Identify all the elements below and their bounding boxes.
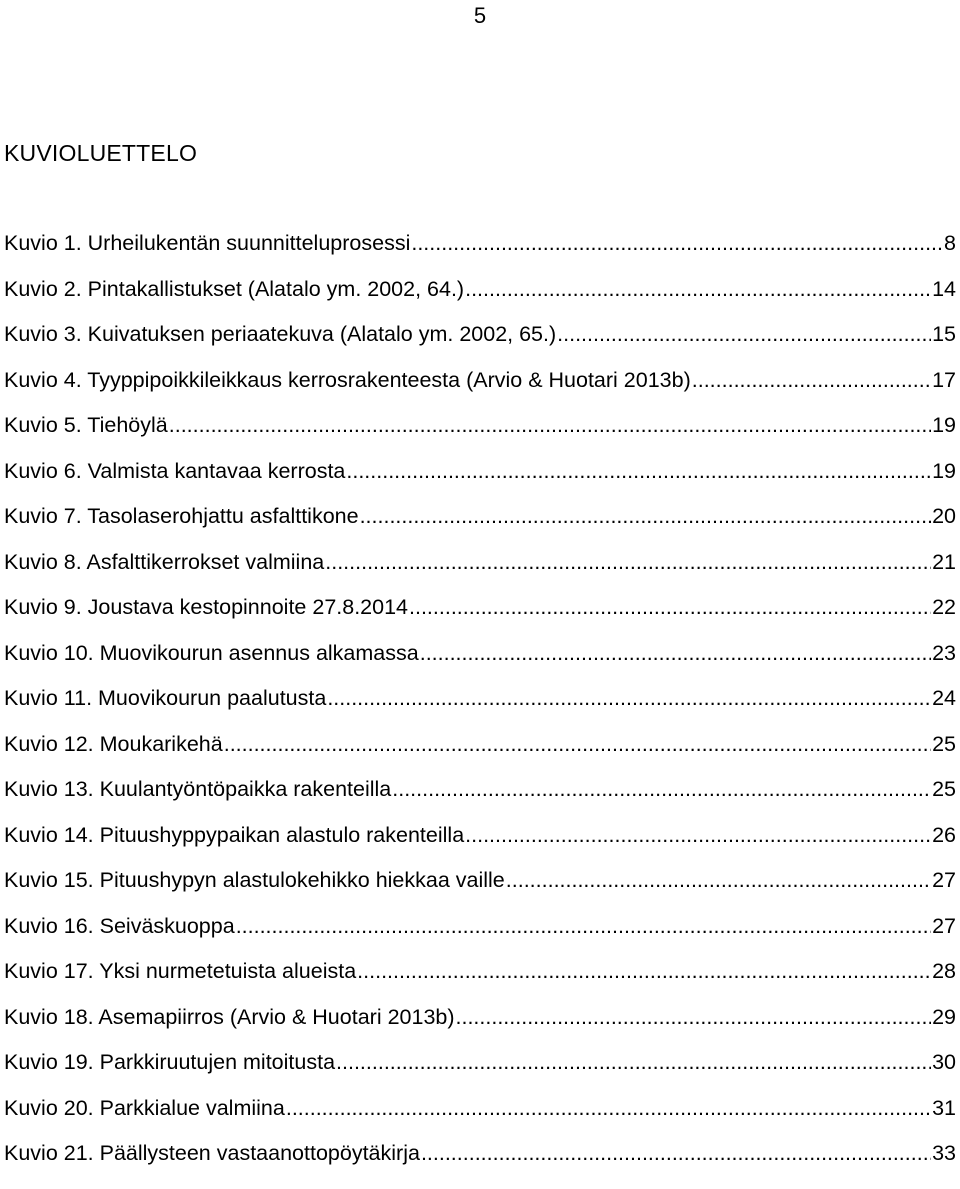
dot-leader	[420, 638, 931, 668]
dot-leader	[336, 1047, 931, 1077]
dot-leader	[465, 274, 931, 304]
entry-label: Kuvio 10. Muovikourun asennus alkamassa	[4, 640, 419, 665]
entry-page-number: 31	[932, 1095, 956, 1120]
entry-label: Kuvio 7. Tasolaserohjattu asfalttikone	[4, 504, 359, 528]
dot-leader	[392, 774, 931, 804]
dot-leader	[236, 911, 931, 941]
dot-leader	[456, 1002, 932, 1032]
dot-leader	[325, 547, 931, 577]
list-item[interactable]	[4, 638, 956, 684]
list-item[interactable]	[4, 501, 956, 547]
entry-page-number: 8	[944, 231, 956, 255]
entry-page-number: 29	[932, 1004, 956, 1029]
entry-label: Kuvio 5. Tiehöylä	[4, 413, 168, 437]
list-item[interactable]	[4, 228, 956, 274]
dot-leader	[169, 410, 931, 440]
list-item[interactable]	[4, 774, 956, 820]
list-item[interactable]	[4, 729, 956, 775]
entry-label: Kuvio 1. Urheilukentän suunnitteluprosessi	[4, 231, 411, 255]
entry-label: Kuvio 8. Asfalttikerrokset valmiina	[4, 549, 325, 574]
entry-page-number: 17	[932, 367, 956, 392]
dot-leader	[360, 501, 932, 531]
list-item[interactable]	[4, 1002, 956, 1048]
entry-page-number: 15	[932, 322, 956, 346]
page-number: 5	[473, 3, 487, 28]
list-item[interactable]	[4, 365, 956, 411]
entry-label: Kuvio 20. Parkkialue valmiina	[4, 1095, 285, 1120]
dot-leader	[465, 820, 931, 850]
entry-page-number: 33	[932, 1141, 956, 1165]
dot-leader	[557, 319, 931, 349]
dot-leader	[411, 228, 943, 258]
list-item[interactable]	[4, 456, 956, 502]
entry-page-number: 23	[932, 640, 956, 665]
list-item[interactable]	[4, 1093, 956, 1139]
list-item[interactable]	[4, 592, 956, 638]
dot-leader	[357, 956, 931, 986]
entry-page-number: 25	[932, 731, 956, 756]
entry-page-number: 19	[932, 458, 956, 483]
list-item[interactable]	[4, 683, 956, 729]
entry-label: Kuvio 14. Pituushyppypaikan alastulo rakenteilla	[4, 822, 465, 847]
entry-label: Kuvio 15. Pituushypyn alastulokehikko hiekkaa vaille	[4, 868, 505, 892]
dot-leader	[421, 1138, 931, 1168]
list-item[interactable]	[4, 547, 956, 593]
entry-page-number: 19	[932, 413, 956, 437]
list-item[interactable]	[4, 956, 956, 1002]
entry-label: Kuvio 12. Moukarikehä	[4, 731, 223, 756]
entry-page-number: 21	[932, 549, 956, 574]
list-item[interactable]	[4, 410, 956, 456]
entry-label: Kuvio 6. Valmista kantavaa kerrosta	[4, 458, 346, 483]
dot-leader	[286, 1093, 931, 1123]
dot-leader	[224, 729, 931, 759]
entry-page-number: 14	[932, 276, 956, 301]
entry-label: Kuvio 3. Kuivatuksen periaatekuva (Alatalo ym. 2002, 65.)	[4, 322, 557, 346]
entry-page-number: 26	[932, 822, 956, 847]
entry-page-number: 22	[932, 595, 956, 619]
list-item[interactable]	[4, 1047, 956, 1093]
entry-label: Kuvio 4. Tyyppipoikkileikkaus kerrosrakenteesta (Arvio & Huotari 2013b)	[4, 367, 691, 392]
entry-page-number: 30	[932, 1050, 956, 1074]
entry-label: Kuvio 21. Päällysteen vastaanottopöytäkirja	[4, 1141, 420, 1165]
entry-label: Kuvio 17. Yksi nurmetetuista alueista	[4, 959, 357, 983]
entry-page-number: 27	[932, 913, 956, 938]
list-item[interactable]	[4, 865, 956, 911]
entry-label: Kuvio 13. Kuulantyöntöpaikka rakenteilla	[4, 777, 392, 801]
entry-label: Kuvio 18. Asemapiirros (Arvio & Huotari 2013b)	[4, 1004, 455, 1029]
entry-page-number: 24	[932, 686, 956, 710]
dot-leader	[409, 592, 931, 622]
entry-label: Kuvio 16. Seiväskuoppa	[4, 913, 235, 938]
list-item[interactable]	[4, 274, 956, 320]
entry-label: Kuvio 2. Pintakallistukset (Alatalo ym. 2002, 64.)	[4, 276, 465, 301]
entry-label: Kuvio 9. Joustava kestopinnoite 27.8.2014	[4, 595, 409, 619]
dot-leader	[327, 683, 931, 713]
entry-page-number: 20	[932, 504, 956, 528]
entry-page-number: 28	[932, 959, 956, 983]
list-item[interactable]	[4, 1138, 956, 1184]
dot-leader	[692, 365, 931, 395]
list-item[interactable]	[4, 911, 956, 957]
dot-leader	[506, 865, 931, 895]
list-item[interactable]	[4, 820, 956, 866]
page-title: KUVIOLUETTELO	[4, 140, 198, 166]
entry-page-number: 25	[932, 777, 956, 801]
dot-leader	[346, 456, 931, 486]
list-item[interactable]	[4, 319, 956, 365]
entry-label: Kuvio 11. Muovikourun paalutusta	[4, 686, 327, 710]
entry-page-number: 27	[932, 868, 956, 892]
entry-label: Kuvio 19. Parkkiruutujen mitoitusta	[4, 1050, 336, 1074]
figure-list	[4, 228, 956, 1184]
